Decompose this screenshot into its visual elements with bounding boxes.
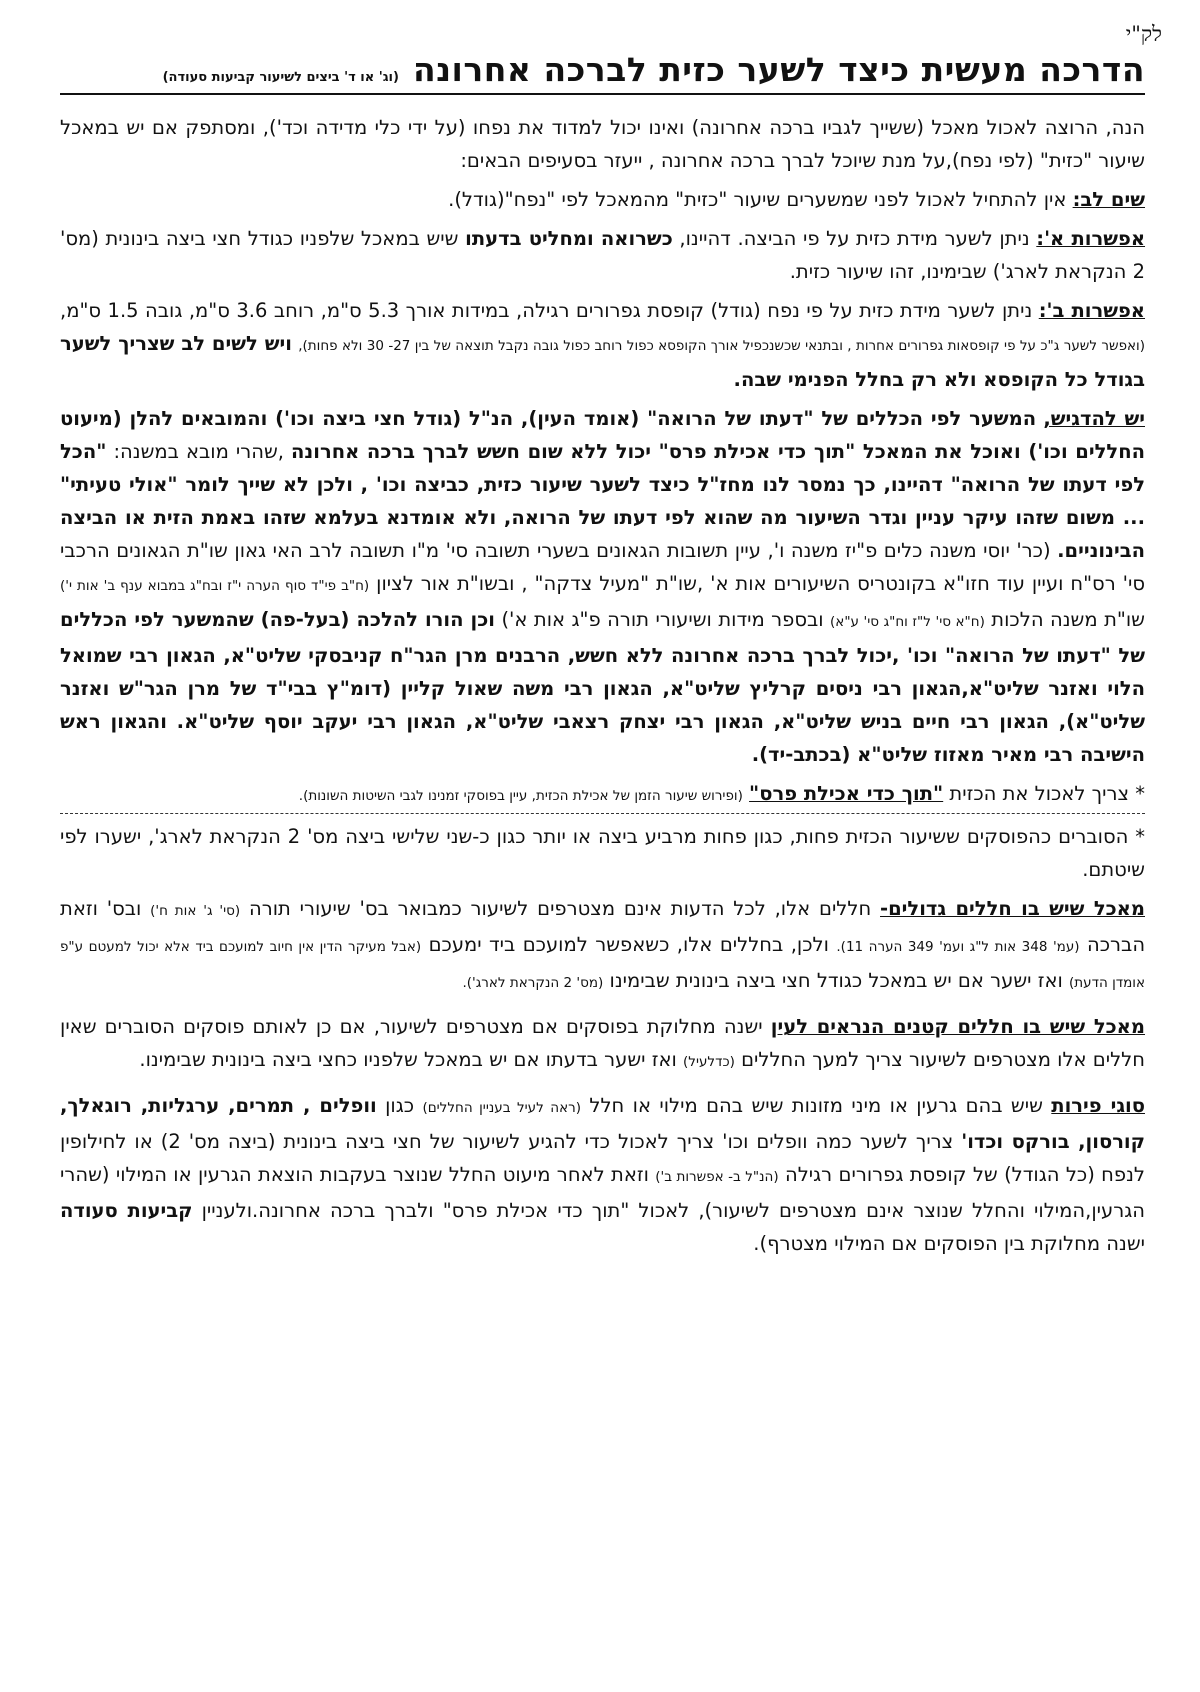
fruits-paragraph xyxy=(60,1089,1145,1260)
option-a-bold: כשרואה ומחליט בדעתו xyxy=(465,227,673,250)
note-parsa-small: (ופירוש שיעור הזמן של אכילת הכזית, עיין בפוסקי זמנינו לגבי השיטות השונות). xyxy=(298,788,743,804)
attention-paragraph xyxy=(60,183,1145,216)
option-a-paragraph xyxy=(60,222,1145,288)
fruits-text-1: שיש בהם גרעין או מיני מזונות שיש בהם מילוי או חלל xyxy=(589,1094,1043,1117)
page-subtitle: (וג' או ד' ביצים לשיעור קביעות סעודה) xyxy=(162,70,399,85)
page-title: הדרכה מעשית כיצד לשער כזית לברכה אחרונה xyxy=(412,50,1145,89)
emphasis-bold-2: "הכל לפי דעתו של הרואה" דהיינו, כך נמסר לנו מחז"ל כיצד לשער שיעור כזית, כביצה וכו' , ולכן לא שייך לומר "אולי טעיתי" ... משום שזהו עיקר עניין וגדר השיעור מה שהוא לפי דעתו של הרואה, ולא אומדנא בעלמא שזהו באמת הזית או הביצה הבינוניים. xyxy=(60,440,1145,562)
intro-paragraph: הנה, הרוצה לאכול מאכל (ששייך לגביו ברכה אחרונה) ואינו יכול למדוד את נפחו (על ידי כלי מדידה וכד'), ומסתפק אם יש במאכל שיעור "כזית" (לפי נפח),על מנת שיוכל לברך ברכה אחרונה , ייעזר בסעיפים הבאים: xyxy=(60,116,1145,172)
small-holes-text-1: ישנה מחלוקת בפוסקים אם מצטרפים לשיעור, אם כן לאותם פוסקים הסוברים שאין חללים אלו מצטרפים לשיעור צריך למעך החללים xyxy=(60,1015,1145,1071)
emphasis-small-2: (ח"א סי' ל"ז וח"ג סי' ע"א) xyxy=(830,614,985,630)
option-a-label: אפשרות א': xyxy=(1036,227,1146,250)
note-parsa-text: * צריך לאכול את הכזית xyxy=(949,782,1145,805)
large-holes-label: מאכל שיש בו חללים גדולים- xyxy=(880,897,1145,920)
note-lesser-paragraph: * הסוברים כהפוסקים ששיעור הכזית פחות, כגון פחות מרביע ביצה או יותר כגון כ-שני שלישי ביצה מס' 2 הנקראת לארג', ישערו לפי שיטתם. xyxy=(60,825,1145,881)
title-row xyxy=(60,50,1145,95)
emphasis-text-2: (כר' יוסי משנה כלים פ"יז משנה ו', עיין תשובות הגאונים בשערי תשובה סי' מ"ו תשובה לרב האי גאון שו"ת הגאונים הרכבי סי' רס"ח ועיין עוד חזו"א בקונטריס השיעורים אות א' ,שו"ת "מעיל צדקה" , ובשו"ת אור לציון xyxy=(60,539,1146,595)
emphasis-paragraph xyxy=(60,402,1145,771)
emphasis-bold-1: המשער לפי הכללים של "דעתו של הרואה" (אומד העין), הנ"ל (גודל חצי ביצה וכו') והמובאים להלן (מיעוט החללים וכו') ואוכל את המאכל "תוך כדי אכילת פרס" יכול ללא שום חשש לברך ברכה אחרונה xyxy=(60,407,1145,463)
option-a-text-1: ניתן לשער מידת כזית על פי הביצה. דהיינו, xyxy=(679,227,1030,250)
large-holes-small-3: (אבל מעיקר הדין אין חיוב למועכם ביד אלא יכול למעטם ע"פ אומדן הדעת) xyxy=(60,939,1145,991)
fruits-bold-1: וופלים , תמרים, ערגליות, רוגאלך, קורסון, בורקס וכדו' xyxy=(60,1094,1145,1153)
attention-label: שים לב: xyxy=(1072,188,1145,211)
small-holes-paragraph xyxy=(60,1010,1145,1079)
attention-text: אין להתחיל לאכול לפני שמשערים שיעור "כזית" מהמאכל לפי "נפח"(גודל). xyxy=(448,188,1067,211)
emphasis-text-3: שו"ת משנה הלכות xyxy=(991,608,1145,631)
option-b-bold: ויש לשים לב שצריך לשער בגודל כל הקופסא ולא רק בחלל הפנימי שבה. xyxy=(60,332,1145,391)
fruits-text-4: וזאת לאחר מיעוט החלל שנוצר בעקבות הוצאת הגרעין או המילוי (שהרי הגרעין,המילוי והחלל שנוצר אינם מצטרפים לשיעור), לאכול "תוך כדי אכילת פרס" ולברך ברכה אחרונה.ולעניין xyxy=(60,1163,1146,1222)
option-b-note: (ואפשר לשער ג"כ על פי קופסאות גפרורים אחרות , ובתנאי שכשנכפיל אורך הקופסא כפול רוחב כפול גובה נקבל תוצאה של בין 27- 30 ולא פחות), xyxy=(298,338,1145,354)
emphasis-bold-3: וכן הורו להלכה (בעל-פה) שהמשער לפי הכללים של "דעתו של הרואה" וכו' ,יכול לברך ברכה אחרונה ללא חשש, הרבנים מרן הגר"ח קניבסקי שליט"א, הגאון רבי שמואל הלוי ואזנר שליט"א,הגאון רבי ניסים קרליץ שליט"א, הגאון רבי משה שאול קליין (דומ"ץ בבי"ד של מרן הגר"ש ואזנר שליט"א), הגאון רבי חיים בניש שליט"א, הגאון רבי יצחק רצאבי שליט"א, הגאון רבי יעקב יוסף שליט"א. והגאון ראש הישיבה רבי מאיר מאזוז שליט"א (בכתב-יד). xyxy=(60,608,1145,766)
small-holes-small-1: (כדלעיל) xyxy=(683,1054,735,1070)
fruits-text-2: כגון xyxy=(385,1094,415,1117)
option-a-text-2: שיש במאכל שלפניו כגודל חצי ביצה בינונית (מס' 2 הנקראת לארג') שבימינו, זהו שיעור כזית. xyxy=(60,227,1145,283)
fruits-text-5: ישנה מחלוקת בין הפוסקים אם המילוי מצטרף). xyxy=(753,1232,1145,1255)
large-holes-text-1: חללים אלו, לכל הדעות אינם מצטרפים לשיעור כמבואר בס' שיעורי תורה xyxy=(248,897,872,920)
large-holes-text-3: ולכן, בחללים אלו, כשאפשר למועכם ביד ימעכם xyxy=(428,933,829,956)
fruits-label: סוגי פירות xyxy=(1051,1094,1145,1117)
option-b-text-1: ניתן לשער מידת כזית על פי נפח (גודל) קופסת גפרורים רגילה, במידות אורך 5.3 ס"מ, רוחב 3.6 ס"מ, גובה 1.5 ס"מ, xyxy=(60,299,1033,322)
fruits-small-1: (ראה לעיל בעניין החללים) xyxy=(422,1100,581,1116)
fruits-text-3: צריך לשער כמה וופלים וכו' צריך לאכול כדי להגיע לשיעור של חצי ביצה בינונית (ביצה מס' 2) או לחילופין לנפח (כל הגודל) של קופסת גפרורים רגילה xyxy=(60,1130,1145,1186)
note-parsa-paragraph xyxy=(60,777,1145,814)
option-b-label: אפשרות ב': xyxy=(1038,299,1146,322)
note-parsa-bold: "תוך כדי אכילת פרס" xyxy=(749,782,944,805)
emphasis-text-4: ובספר מידות ושיעורי תורה פ"ג אות א') xyxy=(501,608,824,631)
emphasis-text-1: ,שהרי מובא במשנה: xyxy=(113,440,284,463)
option-b-paragraph xyxy=(60,294,1145,396)
fruits-bold-2: קביעות סעודה xyxy=(60,1199,193,1222)
fruits-small-2: (הנ"ל ב- אפשרות ב') xyxy=(655,1169,779,1185)
emphasis-small-1: (ח"ב פי"ד סוף הערה י"ז ובח"ג במבוא ענף ב' אות י') xyxy=(60,578,370,594)
large-holes-small-1: (סי' ג' אות ח') xyxy=(150,903,241,919)
large-holes-text-2: ובס' וזאת הברכה xyxy=(60,897,1146,956)
large-holes-text-4: ואז ישער אם יש במאכל כגודל חצי ביצה בינונית שבימינו xyxy=(609,969,1063,992)
large-holes-small-4: (מס' 2 הנקראת לארג'). xyxy=(462,975,604,991)
emphasis-label: יש להדגיש, xyxy=(1043,407,1145,430)
small-holes-text-2: ואז ישער בדעתו אם יש במאכל שלפניו כחצי ביצה בינונית שבימינו. xyxy=(139,1048,677,1071)
small-holes-label: מאכל שיש בו חללים קטנים הנראים לעין xyxy=(770,1015,1145,1038)
large-holes-paragraph xyxy=(60,892,1145,1000)
large-holes-small-2: (עמ' 348 אות ל"ג ועמ' 349 הערה 11). xyxy=(836,939,1080,955)
corner-mark: לק"י xyxy=(1125,22,1162,46)
